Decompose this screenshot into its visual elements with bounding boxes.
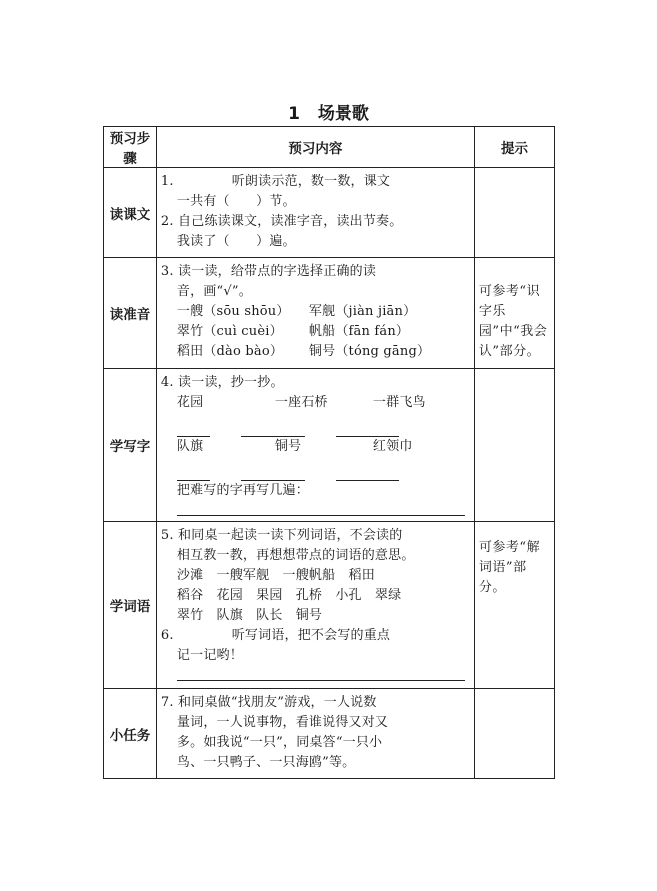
content-line: 沙滩 一艘军舰 一艘帆船 稻田 [176, 568, 375, 583]
hint-cell [474, 168, 554, 258]
content-line: 我读了（ ）遍。 [176, 234, 296, 249]
copy-word: 一群飞鸟 [372, 395, 426, 410]
table-row [104, 168, 555, 258]
hint-cell [474, 689, 554, 779]
content-line: 1. [160, 174, 174, 189]
content-line: 鸟、一只鸭子、一只海鸥”等。 [176, 755, 356, 770]
content-line: 相互教一教，再想想带点的词语的意思。 [176, 548, 415, 563]
step-cell: 小任务 [104, 689, 157, 779]
content-cell [156, 168, 474, 258]
copy-word: 铜号 [274, 439, 302, 454]
header-step: 预习步骤 [104, 127, 157, 168]
header-hint: 提示 [474, 127, 554, 168]
copy-word: 红领巾 [372, 439, 413, 454]
copy-word: 队旗 [176, 439, 204, 454]
content-line: 4. 读一读，抄一抄。 [160, 375, 284, 390]
writing-lines [161, 457, 471, 481]
content-line: 多。如我说“一只”，同桌答“一只小 [176, 735, 383, 750]
lesson-number: 1 [288, 104, 300, 124]
pinyin-choice: 翠竹（cuì cuèi） [176, 324, 283, 339]
content-cell [156, 369, 474, 522]
copy-word: 一座石桥 [274, 395, 328, 410]
content-cell [156, 522, 474, 689]
step-cell: 读课文 [104, 168, 157, 258]
step-cell: 学写字 [104, 369, 157, 522]
hint-cell [474, 369, 554, 522]
preview-table [103, 126, 555, 779]
content-line: 5. 和同桌一起读一读下列词语，不会读的 [160, 528, 403, 543]
header-row [104, 127, 555, 168]
writing-line [177, 666, 465, 681]
content-line: 记一记哟！ [176, 648, 243, 663]
content-line: 3. 读一读，给带点的字选择正确的读 [160, 264, 377, 279]
content-line: 听写词语，把不会写的重点 [231, 628, 391, 643]
pinyin-choice: 军舰（jiàn jiān） [308, 304, 417, 319]
content-line: 音，画“√”。 [176, 284, 252, 299]
copy-word: 花园 [176, 395, 204, 410]
page-title [0, 99, 657, 124]
pinyin-choice: 稻田（dào bào） [176, 344, 284, 359]
content-cell [156, 689, 474, 779]
pinyin-choice: 一艘（sōu shōu） [176, 304, 290, 319]
step-cell: 学词语 [104, 522, 157, 689]
table-row [104, 258, 555, 369]
writing-line [177, 501, 465, 516]
copy-words-row [161, 437, 471, 457]
copy-words-row [161, 393, 471, 413]
table-row [104, 522, 555, 689]
hint-cell: 可参考“解词语”部分。 [474, 522, 554, 689]
table-row [104, 369, 555, 522]
content-line: 把难写的字再写几遍： [176, 483, 309, 498]
writing-line [336, 479, 399, 481]
table-row [104, 689, 555, 779]
lesson-title: 场景歌 [317, 104, 369, 124]
content-line: 翠竹 队旗 队长 铜号 [176, 608, 323, 623]
content-cell [156, 258, 474, 369]
header-content: 预习内容 [156, 127, 474, 168]
writing-lines [161, 413, 471, 437]
content-line: 稻谷 花园 果园 孔桥 小孔 翠绿 [176, 588, 402, 603]
content-line: 6. [160, 628, 174, 643]
pinyin-choice: 铜号（tóng gāng） [308, 344, 431, 359]
content-line: 一共有（ ）节。 [176, 194, 296, 209]
content-line: 量词，一人说事物，看谁说得又对又 [176, 715, 389, 730]
content-line: 7. 和同桌做“找朋友”游戏，一人说数 [160, 695, 377, 710]
step-cell: 读准音 [104, 258, 157, 369]
hint-cell: 可参考“识字乐园”中“我会认”部分。 [474, 258, 554, 369]
content-line: 听朗读示范，数一数，课文 [231, 174, 391, 189]
pinyin-choice: 帆船（fān fán） [308, 324, 410, 339]
content-line: 2. 自己练读课文，读准字音，读出节奏。 [160, 214, 403, 229]
